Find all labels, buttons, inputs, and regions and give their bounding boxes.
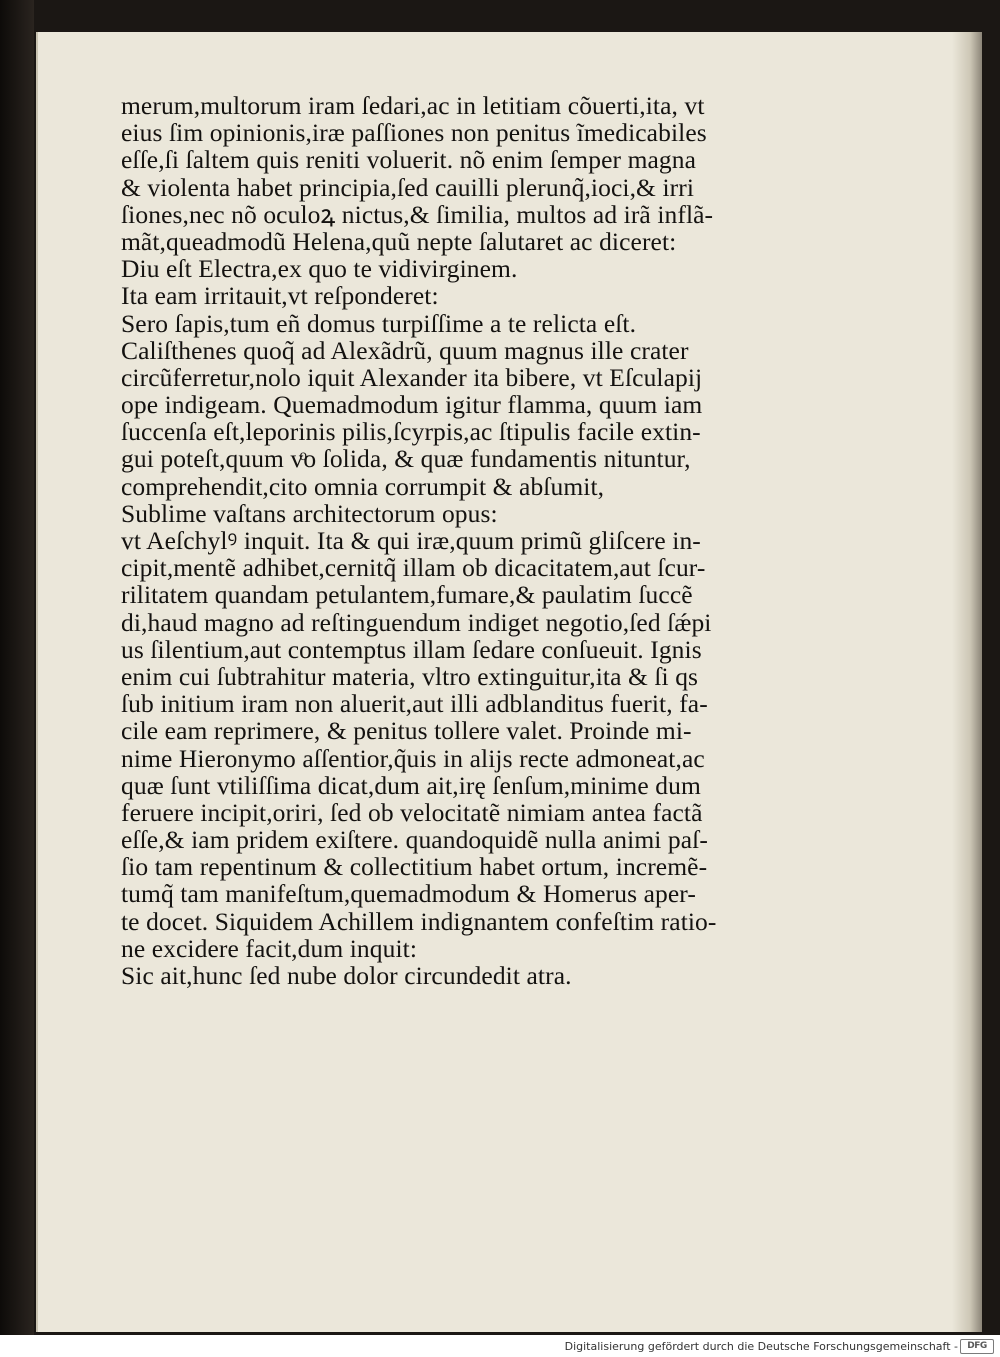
text-line: eius ſim opinionis,iræ paſſiones non penitus ĩmedicabiles <box>121 118 707 148</box>
text-line: feruere incipit,oriri, ſed ob velocitatẽ nimiam antea factã <box>121 797 703 827</box>
text-line: ne excidere facit,dum inquit: <box>121 933 418 963</box>
text-line: di,haud magno ad reſtinguendum indiget negotio,ſed ſǽpi <box>121 607 712 637</box>
text-line: quæ ſunt vtiliſſima dicat,dum ait,irę ſenſum,minime dum <box>121 770 701 800</box>
text-line: & violenta habet principia,ſed cauilli plerunq̃,ioci,& irri <box>121 172 695 202</box>
text-line: nime Hieronymo aſſentior,q̃uis in alijs recte admoneat,ac <box>121 743 705 773</box>
text-line: gui poteſt,quum vͦo ſolida, & quæ fundamentis nituntur, <box>121 444 691 474</box>
text-line: mãt,queadmodũ Helena,quũ nepte ſalutaret ac diceret: <box>121 226 677 256</box>
printed-text-block <box>121 92 881 989</box>
book-spine-shadow <box>0 0 34 1335</box>
text-line: ſuccenſa eſt,leporinis pilis,ſcyrpis,ac ſtipulis facile extin- <box>121 417 701 447</box>
text-line: vt Aeſchylꝰ inquit. Ita & qui iræ,quum primũ gliſcere in- <box>121 526 701 555</box>
text-line: ſio tam repentinum & collectitium habet ortum, incremẽ- <box>121 852 708 882</box>
text-line: Diu eſt Electra,ex quo te vidivirginem. <box>121 254 518 284</box>
text-line: eſſe,ſi ſaltem quis reniti voluerit. nõ enim ſemper magna <box>121 145 697 175</box>
text-line: eſſe,& iam pridem exiſtere. quandoquidẽ nulla animi paſ- <box>121 825 708 855</box>
text-line: comprehendit,cito omnia corrumpit & abſumit, <box>121 471 605 501</box>
text-line: Caliſthenes quoq̃ ad Alexãdrũ, quum magnus ille crater <box>121 335 689 365</box>
text-line: Sero ſapis,tum eñ domus turpiſſime a te relicta eſt. <box>121 308 637 338</box>
text-line: Sic ait,hunc ſed nube dolor circundedit atra. <box>121 961 572 990</box>
text-line: tumq̃ tam manifeſtum,quemadmodum & Homerus aper- <box>121 879 696 909</box>
text-line: rilitatem quandam petulantem,fumare,& paulatim ſuccẽ <box>121 580 693 610</box>
text-line: Sublime vaſtans architectorum opus: <box>121 498 498 528</box>
digitization-footer <box>0 1335 1000 1357</box>
text-line: enim cui ſubtrahitur materia, vltro extinguitur,ita & ſi qs <box>121 661 699 691</box>
text-line: circũferretur,nolo iquit Alexander ita bibere, vt Eſculapij <box>121 362 703 392</box>
text-line: merum,multorum iram ſedari,ac in letitiam cõuerti,ita, vt <box>121 91 705 120</box>
text-line: ſub initium iram non aluerit,aut illi adblanditus fuerit, fa- <box>121 689 708 719</box>
text-line: ope indigeam. Quemadmodum igitur flamma, quum iam <box>121 390 703 420</box>
text-line: Ita eam irritauit,vt reſponderet: <box>121 281 439 311</box>
text-line: ſiones,nec nõ oculoꝝ nictus,& ſimilia, multos ad irã inflã- <box>121 199 714 229</box>
text-line: cile eam reprimere, & penitus tollere valet. Proinde mi- <box>121 716 692 746</box>
dfg-logo: DFG <box>960 1339 994 1354</box>
text-line: us ſilentium,aut contemptus illam ſedare conſueuit. Ignis <box>121 634 702 664</box>
text-line: te docet. Siquidem Achillem indignantem confeſtim ratio- <box>121 906 717 936</box>
page-edge <box>952 32 982 1332</box>
text-line: cipit,mentẽ adhibet,cernitq̃ illam ob dicacitatem,aut ſcur- <box>121 553 706 583</box>
funding-credit: Digitalisierung gefördert durch die Deutsche Forschungsgemeinschaft - <box>564 1340 958 1353</box>
